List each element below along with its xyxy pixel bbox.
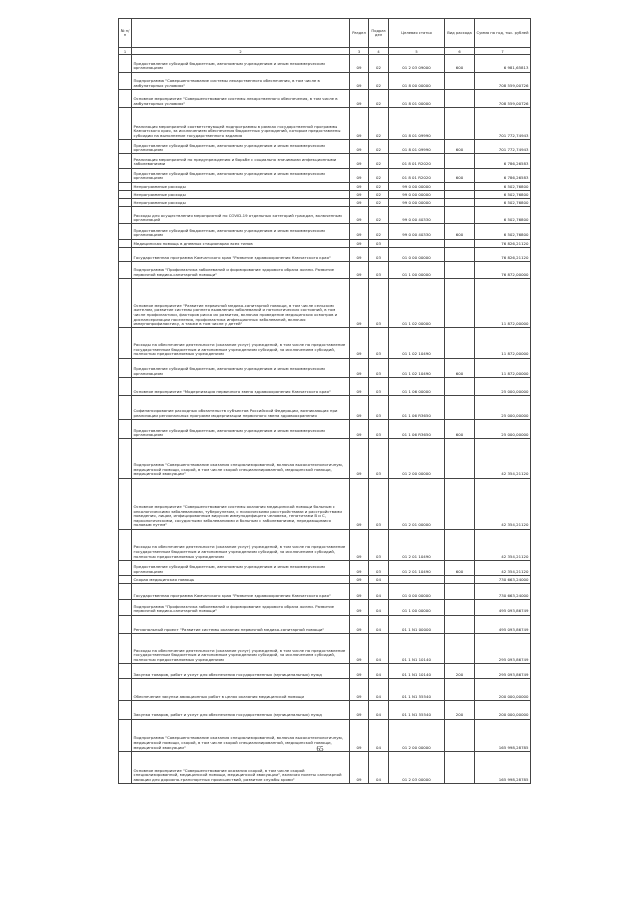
- row-expense-type-cell: [445, 190, 475, 198]
- column-number: 4: [369, 48, 389, 55]
- row-expense-type-cell: [445, 328, 475, 358]
- row-name-cell: Предоставление субсидий бюджетным, автономным учреждениям и иным некоммерческим организациям: [132, 420, 350, 439]
- row-name-cell: Основное мероприятие "Совершенствование системы оказания медицинской помощи больным с онкологическими заболеваниями, туберкулезом, с психическими расстройствами и расстройствами поведения, лицам, инфицированным вирусом иммунодефицита человека, гепатитами B и C, наркологическими, сосудистыми заболеваниями и больным с заболеваниями, передающимися половым путем": [132, 478, 350, 529]
- row-section-cell: 09: [350, 633, 369, 663]
- row-number-cell: [119, 190, 132, 198]
- row-subsection-cell: 03: [369, 262, 389, 279]
- row-expense-type-cell: [445, 72, 475, 89]
- column-number: 5: [389, 48, 445, 55]
- row-expense-type-cell: [445, 207, 475, 224]
- row-name-cell: Подпрограмма "Совершенствование оказания специализированной, включая высокотехнологичную, медицинской помощи, скорой, в том числе скорой специализированной, медицинской помощи, медицинской эвакуации": [132, 719, 350, 751]
- header-subsection: Подраздел: [369, 19, 389, 48]
- row-name-cell: Подпрограмма "Профилактика заболеваний и формирование здорового образа жизни. Развитие первичной медико-санитарной помощи": [132, 262, 350, 279]
- row-target-cell: 01 2 01 10490: [389, 560, 445, 575]
- row-name-cell: Государственная программа Камчатского края "Развитие здравоохранения Камчатского края": [132, 247, 350, 261]
- row-subsection-cell: 02: [369, 199, 389, 207]
- row-subsection-cell: 04: [369, 679, 389, 701]
- row-section-cell: 09: [350, 615, 369, 633]
- column-number: 7: [475, 48, 531, 55]
- row-name-cell: Подпрограмма "Профилактика заболеваний и формирование здорового образа жизни. Развитие первичной медико-санитарной помощи": [132, 600, 350, 615]
- row-section-cell: 09: [350, 560, 369, 575]
- row-target-cell: [389, 576, 445, 584]
- row-target-cell: 99 0 00 40330: [389, 224, 445, 239]
- row-subsection-cell: 02: [369, 72, 389, 89]
- row-name-cell: Основное мероприятие "Модернизация первичного звена здравоохранения Камчатского края": [132, 377, 350, 395]
- row-subsection-cell: 02: [369, 190, 389, 198]
- row-expense-type-cell: 600: [445, 224, 475, 239]
- row-number-cell: [119, 529, 132, 560]
- row-target-cell: 01 2 01 00000: [389, 478, 445, 529]
- row-amount-cell: 730 663,24000: [475, 576, 531, 584]
- row-subsection-cell: 03: [369, 247, 389, 261]
- row-amount-cell: 200 000,00000: [475, 701, 531, 719]
- row-expense-type-cell: [445, 107, 475, 139]
- row-name-cell: Закупка товаров, работ и услуг для обеспечения государственных (муниципальных) нужд: [132, 701, 350, 719]
- row-name-cell: Обеспечение закупки авиационных работ в целях оказания медицинской помощи: [132, 679, 350, 701]
- table-row: [119, 168, 531, 182]
- row-amount-cell: 11 872,00000: [475, 279, 531, 328]
- row-section-cell: 09: [350, 328, 369, 358]
- row-amount-cell: 42 354,21120: [475, 560, 531, 575]
- row-number-cell: [119, 154, 132, 168]
- row-name-cell: Предоставление субсидий бюджетным, автономным учреждениям и иным некоммерческим организациям: [132, 358, 350, 377]
- row-amount-cell: 25 000,00000: [475, 377, 531, 395]
- table-row: [119, 224, 531, 239]
- row-amount-cell: 6 502,76800: [475, 207, 531, 224]
- table-row: [119, 560, 531, 575]
- row-expense-type-cell: [445, 182, 475, 190]
- row-number-cell: [119, 576, 132, 584]
- row-number-cell: [119, 182, 132, 190]
- row-amount-cell: 25 000,00000: [475, 395, 531, 419]
- table-row: [119, 600, 531, 615]
- row-amount-cell: 42 354,21120: [475, 439, 531, 478]
- row-target-cell: 01 2 00 00000: [389, 719, 445, 751]
- row-expense-type-cell: [445, 751, 475, 783]
- row-target-cell: 01 8 01 R2020: [389, 168, 445, 182]
- row-target-cell: 99 0 00 00000: [389, 199, 445, 207]
- row-target-cell: 99 0 00 00000: [389, 190, 445, 198]
- row-subsection-cell: 04: [369, 751, 389, 783]
- row-amount-cell: 708 559,00726: [475, 72, 531, 89]
- row-expense-type-cell: [445, 279, 475, 328]
- row-expense-type-cell: 600: [445, 140, 475, 154]
- row-target-cell: 99 0 00 40330: [389, 207, 445, 224]
- row-target-cell: 01 8 01 R2020: [389, 154, 445, 168]
- row-amount-cell: 6 502,76800: [475, 190, 531, 198]
- row-number-cell: [119, 701, 132, 719]
- row-amount-cell: 701 772,74943: [475, 107, 531, 139]
- page-number: 65: [316, 745, 324, 753]
- row-number-cell: [119, 262, 132, 279]
- table-row: [119, 633, 531, 663]
- row-amount-cell: 76 826,21120: [475, 239, 531, 247]
- row-number-cell: [119, 615, 132, 633]
- table-row: [119, 701, 531, 719]
- row-expense-type-cell: 200: [445, 701, 475, 719]
- table-row: [119, 89, 531, 107]
- table-row: [119, 584, 531, 600]
- row-name-cell: Расходы на обеспечение деятельности (оказание услуг) учреждений, в том числе на предоставление государственным бюджетным и автономным учреждениям субсидий, за исключением субсидий, полностью предоставляемых учреждениям: [132, 529, 350, 560]
- header-target: Целевая статья: [389, 19, 445, 48]
- row-target-cell: 01 8 01 09990: [389, 107, 445, 139]
- row-target-cell: 01 1 02 10490: [389, 328, 445, 358]
- row-name-cell: Предоставление субсидий бюджетным, автономным учреждениям и иным некоммерческим организациям: [132, 560, 350, 575]
- row-section-cell: 09: [350, 168, 369, 182]
- row-subsection-cell: 03: [369, 560, 389, 575]
- row-expense-type-cell: 600: [445, 358, 475, 377]
- row-expense-type-cell: [445, 679, 475, 701]
- row-amount-cell: 42 354,21120: [475, 478, 531, 529]
- row-subsection-cell: 04: [369, 600, 389, 615]
- row-number-cell: [119, 140, 132, 154]
- row-number-cell: [119, 199, 132, 207]
- row-number-cell: [119, 107, 132, 139]
- row-section-cell: 09: [350, 576, 369, 584]
- row-name-cell: Расходы на обеспечение деятельности (оказание услуг) учреждений, в том числе на предоставление государственным бюджетным и автономным учреждениям субсидий, за исключением субсидий, полностью предоставляемых учреждениям: [132, 328, 350, 358]
- row-section-cell: 09: [350, 279, 369, 328]
- row-name-cell: Скорая медицинская помощь: [132, 576, 350, 584]
- row-section-cell: 09: [350, 55, 369, 72]
- row-number-cell: [119, 377, 132, 395]
- row-name-cell: Медицинская помощь в дневных стационарах всех типов: [132, 239, 350, 247]
- row-subsection-cell: 02: [369, 182, 389, 190]
- row-name-cell: Непрограммные расходы: [132, 190, 350, 198]
- row-subsection-cell: 02: [369, 107, 389, 139]
- row-amount-cell: 6 786,26583: [475, 168, 531, 182]
- row-expense-type-cell: [445, 154, 475, 168]
- row-expense-type-cell: [445, 247, 475, 261]
- row-amount-cell: 730 663,24000: [475, 584, 531, 600]
- row-number-cell: [119, 560, 132, 575]
- column-number-row: [119, 48, 531, 55]
- table-row: [119, 395, 531, 419]
- table-row: [119, 182, 531, 190]
- row-number-cell: [119, 279, 132, 328]
- row-subsection-cell: 03: [369, 478, 389, 529]
- row-section-cell: 09: [350, 239, 369, 247]
- table-row: [119, 107, 531, 139]
- row-target-cell: 01 1 00 00000: [389, 600, 445, 615]
- table-body: [119, 55, 531, 784]
- row-target-cell: 01 1 00 00000: [389, 262, 445, 279]
- row-subsection-cell: 02: [369, 168, 389, 182]
- row-target-cell: 01 8 00 00000: [389, 72, 445, 89]
- row-expense-type-cell: [445, 615, 475, 633]
- row-section-cell: 09: [350, 664, 369, 679]
- table-row: [119, 439, 531, 478]
- column-number: 6: [445, 48, 475, 55]
- row-subsection-cell: 04: [369, 633, 389, 663]
- row-section-cell: 09: [350, 719, 369, 751]
- table-row: [119, 615, 531, 633]
- row-number-cell: [119, 358, 132, 377]
- row-section-cell: 09: [350, 358, 369, 377]
- table-row: [119, 190, 531, 198]
- row-section-cell: 09: [350, 478, 369, 529]
- row-number-cell: [119, 168, 132, 182]
- row-section-cell: 09: [350, 377, 369, 395]
- row-section-cell: 09: [350, 584, 369, 600]
- row-expense-type-cell: [445, 262, 475, 279]
- row-name-cell: Закупка товаров, работ и услуг для обеспечения государственных (муниципальных) нужд: [132, 664, 350, 679]
- table-row: [119, 358, 531, 377]
- row-name-cell: Непрограммные расходы: [132, 199, 350, 207]
- row-expense-type-cell: [445, 377, 475, 395]
- row-section-cell: 09: [350, 247, 369, 261]
- row-subsection-cell: 02: [369, 207, 389, 224]
- row-subsection-cell: 02: [369, 89, 389, 107]
- row-target-cell: 01 1 06 00000: [389, 377, 445, 395]
- table-header-row: [119, 19, 531, 48]
- row-target-cell: 01 1 02 00000: [389, 279, 445, 328]
- row-section-cell: 09: [350, 182, 369, 190]
- row-number-cell: [119, 395, 132, 419]
- row-amount-cell: 76 872,00000: [475, 262, 531, 279]
- row-expense-type-cell: 600: [445, 560, 475, 575]
- table-row: [119, 279, 531, 328]
- header-no: № п/п: [119, 19, 132, 48]
- row-name-cell: Основное мероприятие "Совершенствование системы лекарственного обеспечения, в том числе в амбулаторных условиях": [132, 89, 350, 107]
- table-row: [119, 72, 531, 89]
- row-target-cell: 01 1 N1 10140: [389, 633, 445, 663]
- row-expense-type-cell: 600: [445, 168, 475, 182]
- row-number-cell: [119, 439, 132, 478]
- row-number-cell: [119, 420, 132, 439]
- row-amount-cell: 11 872,00000: [475, 328, 531, 358]
- row-target-cell: 01 2 03 00000: [389, 751, 445, 783]
- row-section-cell: 09: [350, 224, 369, 239]
- row-name-cell: Предоставление субсидий бюджетным, автономным учреждениям и иным некоммерческим организациям: [132, 140, 350, 154]
- row-target-cell: 01 1 02 10490: [389, 358, 445, 377]
- table-row: [119, 576, 531, 584]
- row-subsection-cell: 03: [369, 439, 389, 478]
- row-section-cell: 09: [350, 154, 369, 168]
- row-number-cell: [119, 224, 132, 239]
- row-number-cell: [119, 239, 132, 247]
- row-number-cell: [119, 478, 132, 529]
- row-target-cell: 01 1 N1 55540: [389, 701, 445, 719]
- row-number-cell: [119, 207, 132, 224]
- row-expense-type-cell: [445, 439, 475, 478]
- table-row: [119, 140, 531, 154]
- row-subsection-cell: 03: [369, 358, 389, 377]
- row-target-cell: 01 1 06 R3650: [389, 420, 445, 439]
- row-number-cell: [119, 55, 132, 72]
- table-row: [119, 751, 531, 783]
- header-amount: Сумма на год, тыс. рублей: [475, 19, 531, 48]
- row-expense-type-cell: [445, 576, 475, 584]
- row-subsection-cell: 04: [369, 615, 389, 633]
- table-row: [119, 377, 531, 395]
- row-expense-type-cell: [445, 633, 475, 663]
- row-expense-type-cell: [445, 395, 475, 419]
- row-section-cell: 09: [350, 679, 369, 701]
- row-expense-type-cell: 200: [445, 664, 475, 679]
- row-subsection-cell: 02: [369, 154, 389, 168]
- column-number: 3: [350, 48, 369, 55]
- row-number-cell: [119, 633, 132, 663]
- row-amount-cell: 295 093,86749: [475, 633, 531, 663]
- row-target-cell: 01 8 01 00000: [389, 89, 445, 107]
- table-row: [119, 420, 531, 439]
- row-number-cell: [119, 328, 132, 358]
- row-section-cell: 09: [350, 140, 369, 154]
- table-row: [119, 199, 531, 207]
- row-target-cell: 01 1 N1 10140: [389, 664, 445, 679]
- table-row: [119, 207, 531, 224]
- row-amount-cell: 11 872,00000: [475, 358, 531, 377]
- row-name-cell: Предоставление субсидий бюджетным, автономным учреждениям и иным некоммерческим организациям: [132, 168, 350, 182]
- row-target-cell: 01 8 01 09990: [389, 140, 445, 154]
- row-amount-cell: 6 502,76800: [475, 182, 531, 190]
- row-amount-cell: 6 502,76800: [475, 199, 531, 207]
- row-section-cell: 09: [350, 89, 369, 107]
- row-name-cell: Региональный проект "Развитие системы оказания первичной медико-санитарной помощи": [132, 615, 350, 633]
- row-amount-cell: 42 354,21120: [475, 529, 531, 560]
- row-name-cell: Основное мероприятие "Развитие первичной медико-санитарной помощи, в том числе сельским жителям, развитие системы раннего выявления заболеваний и патологических состояний, в том числе профилактики, факторов риска их развития, включая проведение медицинских осмотров и диспансеризации населения, профилактика инфекционных заболеваний, включая иммунопрофилактику, а также в том числе у детей": [132, 279, 350, 328]
- header-section: Раздел: [350, 19, 369, 48]
- row-subsection-cell: 04: [369, 701, 389, 719]
- row-section-cell: 09: [350, 751, 369, 783]
- row-expense-type-cell: [445, 600, 475, 615]
- row-subsection-cell: 02: [369, 224, 389, 239]
- row-section-cell: 09: [350, 420, 369, 439]
- row-section-cell: 09: [350, 262, 369, 279]
- table-row: [119, 55, 531, 72]
- row-section-cell: 09: [350, 395, 369, 419]
- row-name-cell: Подпрограмма "Совершенствование системы лекарственного обеспечения, в том числе в амбулаторных условиях": [132, 72, 350, 89]
- row-expense-type-cell: [445, 478, 475, 529]
- table-row: [119, 679, 531, 701]
- row-name-cell: Реализация мероприятий соответствующей подпрограммы в рамках государственной программы Камчатского края, за исключением обеспечения бюджетных учреждений, которым предоставлены субсидии на выполнение государственного задания: [132, 107, 350, 139]
- row-amount-cell: 708 559,00726: [475, 89, 531, 107]
- row-section-cell: 09: [350, 107, 369, 139]
- row-section-cell: 09: [350, 600, 369, 615]
- row-expense-type-cell: [445, 529, 475, 560]
- column-number: 1: [119, 48, 132, 55]
- table-row: [119, 239, 531, 247]
- row-name-cell: Государственная программа Камчатского края "Развитие здравоохранения Камчатского края": [132, 584, 350, 600]
- row-amount-cell: 6 786,26583: [475, 154, 531, 168]
- row-number-cell: [119, 751, 132, 783]
- row-subsection-cell: 04: [369, 576, 389, 584]
- row-target-cell: 01 0 00 00000: [389, 247, 445, 261]
- row-amount-cell: 6 981,65813: [475, 55, 531, 72]
- row-amount-cell: 495 093,86749: [475, 600, 531, 615]
- column-number: 2: [132, 48, 350, 55]
- row-name-cell: Расходы на обеспечение деятельности (оказание услуг) учреждений, в том числе на предоставление государственным бюджетным и автономным учреждениям субсидий, за исключением субсидий, полностью предоставляемых учреждениям: [132, 633, 350, 663]
- row-expense-type-cell: [445, 199, 475, 207]
- row-amount-cell: 495 093,86749: [475, 615, 531, 633]
- row-name-cell: Реализация мероприятий по предупреждению и борьбе с социально значимыми инфекционными заболеваниями: [132, 154, 350, 168]
- row-section-cell: 09: [350, 529, 369, 560]
- row-section-cell: 09: [350, 190, 369, 198]
- row-number-cell: [119, 89, 132, 107]
- row-subsection-cell: 04: [369, 584, 389, 600]
- row-target-cell: 01 2 00 00000: [389, 439, 445, 478]
- table-row: [119, 262, 531, 279]
- row-section-cell: 09: [350, 199, 369, 207]
- row-name-cell: Расходы для осуществления мероприятий по COVID-19 отдельных категорий граждан, включенным организаций: [132, 207, 350, 224]
- row-section-cell: 09: [350, 207, 369, 224]
- row-target-cell: 01 1 N1 00000: [389, 615, 445, 633]
- table-row: [119, 664, 531, 679]
- row-subsection-cell: 03: [369, 239, 389, 247]
- row-amount-cell: 701 772,74943: [475, 140, 531, 154]
- row-number-cell: [119, 247, 132, 261]
- row-amount-cell: 200 000,00000: [475, 679, 531, 701]
- row-amount-cell: 76 826,21120: [475, 247, 531, 261]
- row-target-cell: 01 2 03 09000: [389, 55, 445, 72]
- row-number-cell: [119, 600, 132, 615]
- row-subsection-cell: 03: [369, 395, 389, 419]
- row-section-cell: 09: [350, 439, 369, 478]
- row-target-cell: 99 0 00 00000: [389, 182, 445, 190]
- row-amount-cell: 165 998,28785: [475, 719, 531, 751]
- row-number-cell: [119, 679, 132, 701]
- table-row: [119, 154, 531, 168]
- row-subsection-cell: 04: [369, 664, 389, 679]
- table-row: [119, 478, 531, 529]
- row-amount-cell: 295 093,86749: [475, 664, 531, 679]
- row-name-cell: Софинансирование расходных обязательств субъектов Российской Федерации, возникающих при реализации региональных программ модернизации первичного звена здравоохранения: [132, 395, 350, 419]
- row-subsection-cell: 03: [369, 377, 389, 395]
- header-name: [132, 19, 350, 48]
- row-subsection-cell: 02: [369, 55, 389, 72]
- row-name-cell: Основное мероприятие "Совершенствование оказания скорой, в том числе скорой специализированной, медицинской помощи, медицинской эвакуации", включая полеты санитарной авиации для дорожно-транспортных происшествий, развитие службы крови": [132, 751, 350, 783]
- budget-page: [118, 18, 530, 784]
- row-name-cell: Подпрограмма "Совершенствование оказания специализированной, включая высокотехнологичную, медицинской помощи, скорой, в том числе скорой специализированной, медицинской помощи, медицинской эвакуации": [132, 439, 350, 478]
- row-expense-type-cell: 600: [445, 55, 475, 72]
- row-expense-type-cell: [445, 239, 475, 247]
- row-target-cell: [389, 239, 445, 247]
- row-expense-type-cell: [445, 584, 475, 600]
- row-target-cell: 01 1 N1 55540: [389, 679, 445, 701]
- row-subsection-cell: 03: [369, 529, 389, 560]
- row-target-cell: 01 1 06 R3650: [389, 395, 445, 419]
- table-row: [119, 529, 531, 560]
- row-subsection-cell: 03: [369, 279, 389, 328]
- row-expense-type-cell: [445, 89, 475, 107]
- table-row: [119, 247, 531, 261]
- row-number-cell: [119, 584, 132, 600]
- table-row: [119, 328, 531, 358]
- row-number-cell: [119, 664, 132, 679]
- row-name-cell: Непрограммные расходы: [132, 182, 350, 190]
- row-subsection-cell: 03: [369, 328, 389, 358]
- row-expense-type-cell: 600: [445, 420, 475, 439]
- row-section-cell: 09: [350, 701, 369, 719]
- row-name-cell: Предоставление субсидий бюджетным, автономным учреждениям и иным некоммерческим организациям: [132, 224, 350, 239]
- row-subsection-cell: 03: [369, 420, 389, 439]
- budget-table: [118, 18, 531, 784]
- row-number-cell: [119, 72, 132, 89]
- row-amount-cell: 6 502,76800: [475, 224, 531, 239]
- row-target-cell: 01 0 00 00000: [389, 584, 445, 600]
- row-amount-cell: 25 000,00000: [475, 420, 531, 439]
- row-subsection-cell: 04: [369, 719, 389, 751]
- header-expense-type: Вид расхода: [445, 19, 475, 48]
- row-name-cell: Предоставление субсидий бюджетным, автономным учреждениям и иным некоммерческим организациям: [132, 55, 350, 72]
- row-amount-cell: 165 998,28785: [475, 751, 531, 783]
- row-section-cell: 09: [350, 72, 369, 89]
- row-target-cell: 01 2 01 10490: [389, 529, 445, 560]
- row-subsection-cell: 02: [369, 140, 389, 154]
